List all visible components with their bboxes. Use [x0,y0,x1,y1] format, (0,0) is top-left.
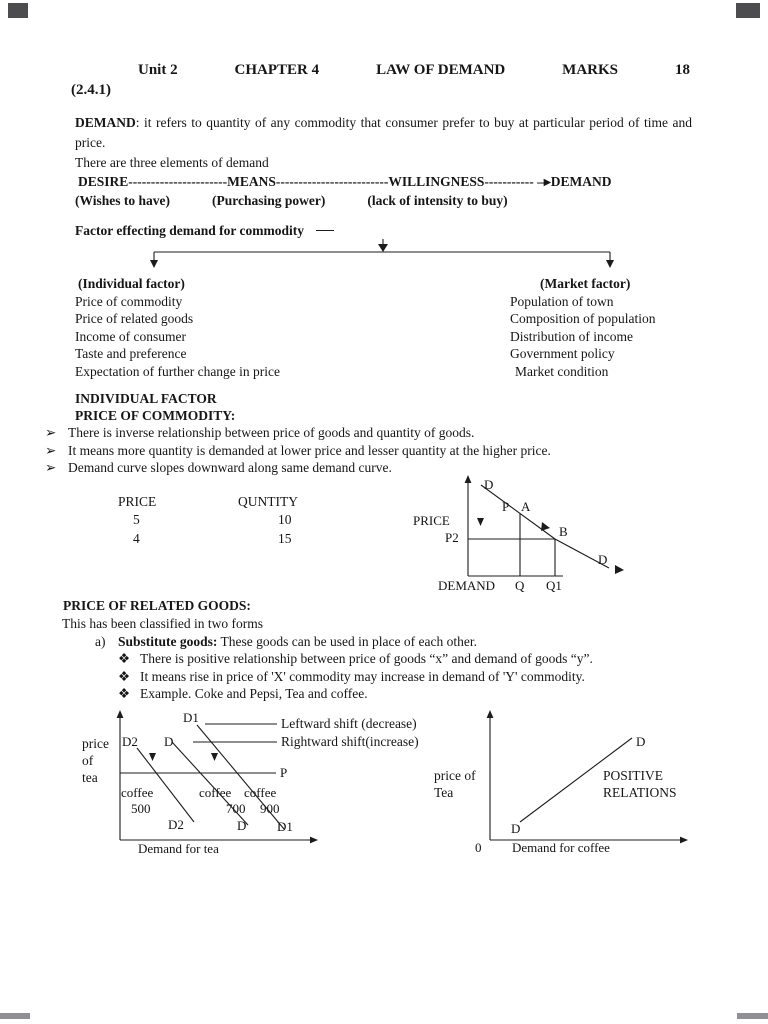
price-of-commodity-heading: PRICE OF COMMODITY: [75,408,236,423]
factor-columns [75,275,768,380]
down-arrow-icon [606,260,614,268]
origin-label: 0 [475,839,482,855]
diamond-bullet-icon: ❖ [118,686,131,701]
price-column-header: PRICE [118,493,157,509]
substitute-goods-text: These goods can be used in place of each other. [217,633,477,649]
right-arrow-icon [615,565,624,574]
related-goods-intro: This has been classified in two forms [62,615,263,631]
page-title: LAW OF DEMAND [376,62,506,78]
arrow-bullet-icon: ➢ [45,425,57,440]
demand-curve-diagram [405,473,635,597]
factor-item: Population of town [510,293,614,309]
factor-item: Government policy [510,346,615,361]
price-level-label: P2 [445,529,459,545]
relation-label-line: POSITIVE [603,767,663,783]
arrow-bullet-icon: ➢ [45,460,57,475]
x-axis-label: DEMAND [438,577,496,593]
list-marker: a) [95,633,106,649]
curve-label: D [598,551,608,567]
individual-factor-heading: INDIVIDUAL FACTOR [75,391,217,406]
axis-label-line: of [82,752,94,768]
demand-for-coffee-diagram [455,709,690,857]
list-item [118,668,768,686]
arrow-bullet-icon: ➢ [45,442,57,458]
relation-label-line: RELATIONS [603,784,677,800]
substitute-goods-item [95,633,768,651]
bullet-text: Demand curve slopes downward along same demand curve. [68,460,392,475]
bullet-text: There is inverse relationship between price of goods and quantity of goods. [68,425,475,440]
flow-sub-wishes: (Wishes to have) [75,193,171,208]
diamond-bullet-icon: ❖ [118,651,131,666]
list-item [118,685,768,703]
curve-label: D2 [122,733,138,749]
axis-label-line: tea [82,769,98,785]
market-factor-title: (Market factor) [540,276,631,291]
scan-edge-mark [0,1013,30,1019]
shift-arrow-icon [149,753,156,761]
factors-heading-row [75,222,768,239]
individual-factor-title: (Individual factor) [78,276,185,291]
list-item [45,442,768,460]
scan-edge-mark [737,1013,768,1019]
right-arrow-icon [310,836,318,843]
demand-for-tea-diagram [80,709,325,857]
quantity-label: Q1 [546,577,562,593]
chapter-header [138,60,690,80]
related-goods-heading: PRICE OF RELATED GOODS: [63,597,251,613]
factor-item: Market condition [515,363,609,379]
down-arrow-icon [150,260,158,268]
shift-diagrams-section [0,705,768,865]
x-axis-label: Demand for tea [138,840,219,856]
curve-direction-arrow-icon [541,522,550,531]
up-arrow-icon [465,475,472,483]
factors-connector [0,239,768,275]
curve-label: D2 [168,816,184,832]
table-cell: 10 [278,512,292,527]
substitute-goods-term: Substitute goods: [118,633,218,649]
point-label: B [559,523,568,539]
axis-label-line: price of [434,767,476,783]
factor-item: Income of consumer [75,328,186,344]
curve-label: D [484,476,494,492]
price-fall-arrow-icon [477,518,484,526]
demand-schedule-section [0,476,768,597]
marks-label: MARKS [562,62,619,78]
chapter-label: CHAPTER 4 [234,62,320,78]
curve-label: D [511,820,521,836]
demand-definition [75,113,692,153]
up-arrow-icon [117,710,124,718]
table-cell: 5 [133,512,140,527]
right-arrow-icon [680,836,688,843]
unit-label: Unit 2 [138,62,178,78]
rightward-shift-label: Rightward shift(increase) [281,733,419,749]
quantity-label: coffee [121,784,154,800]
quantity-label: coffee [199,784,232,800]
axis-label-line: price [82,735,109,751]
list-item [118,650,768,668]
quantity-label: 900 [260,800,280,816]
price-level-label: P [502,498,510,514]
y-axis-label: PRICE [413,512,450,528]
curve-label: D [164,733,174,749]
leftward-shift-label: Leftward shift (decrease) [281,715,417,731]
marks-value: 18 [674,62,690,78]
diamond-bullet-icon: ❖ [118,668,131,684]
curve-label: D [636,733,646,749]
table-cell: 4 [133,530,140,546]
factors-heading: Factor effecting demand for commodity [75,223,304,238]
demand-flow-line: DESIRE----------------------MEANS-------------------------WILLINGNESS----------- –▸DEMAND [78,174,612,189]
table-cell: 15 [278,530,292,546]
flow-sub-purchasing: (Purchasing power) [212,193,326,208]
demand-term: DEMAND [75,115,136,130]
quantity-label: 500 [131,800,151,816]
bullet-text: Example. Coke and Pepsi, Tea and coffee. [140,686,368,701]
up-arrow-icon [487,710,494,718]
price-level-label: P [280,764,288,780]
bullet-text: It means rise in price of 'X' commodity may increase in demand of 'Y' commodity. [140,668,585,684]
demand-flow-subline [75,191,768,210]
curve-label: D1 [183,709,199,725]
factor-item: Price of related goods [75,311,194,326]
list-item [45,424,768,442]
individual-factor-column [75,275,435,380]
positive-relation-curve [520,738,632,822]
elements-line: There are three elements of demand [75,155,269,170]
section-code: (2.4.1) [71,82,111,98]
demand-schedule-table [118,493,318,549]
factor-item: Expectation of further change in price [75,363,281,379]
quantity-column-header: QUNTITY [238,493,298,509]
connector-dash [316,230,334,232]
curve-label: D1 [277,818,293,834]
factor-item: Distribution of income [510,328,633,344]
market-factor-column [510,275,745,380]
factors-connector-diagram [150,239,620,275]
bullet-text: There is positive relationship between price of goods “x” and demand of goods “y”. [140,651,593,666]
down-arrow-icon [378,244,388,252]
bullet-text: It means more quantity is demanded at lower price and lesser quantity at the higher price. [68,442,551,458]
factor-item: Price of commodity [75,293,183,309]
shift-arrow-icon [211,753,218,761]
factor-item: Composition of population [510,311,656,326]
x-axis-label: Demand for coffee [512,839,610,855]
quantity-label: coffee [244,784,277,800]
quantity-label: Q [515,577,525,593]
flow-sub-intensity: (lack of intensity to buy) [367,193,508,208]
axis-label-line: Tea [434,784,454,800]
curve-label: D [237,817,247,833]
factor-item: Taste and preference [75,346,187,361]
quantity-label: 700 [226,800,246,816]
demand-definition-text: : it refers to quantity of any commodity that consumer prefer to buy at particular period of time and price. [75,115,692,150]
point-label: A [521,498,531,514]
